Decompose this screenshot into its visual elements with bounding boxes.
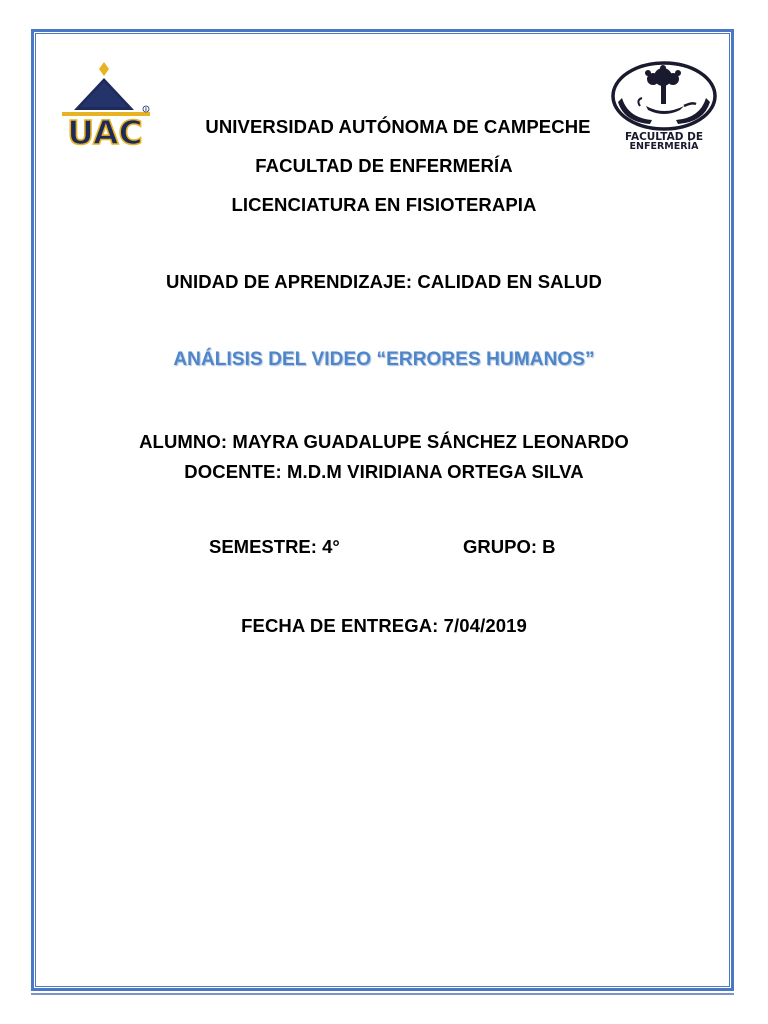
student-name: ALUMNO: MAYRA GUADALUPE SÁNCHEZ LEONARDO	[139, 431, 629, 452]
semester: SEMESTRE: 4°	[209, 536, 340, 557]
page-border-bottom-line	[31, 993, 734, 995]
faculty-name: FACULTAD DE ENFERMERÍA	[255, 155, 513, 176]
degree-name: LICENCIATURA EN FISIOTERAPIA	[231, 194, 537, 215]
document-title: ANÁLISIS DEL VIDEO “ERRORES HUMANOS”	[173, 349, 595, 370]
group: GRUPO: B	[463, 536, 556, 557]
course-unit: UNIDAD DE APRENDIZAJE: CALIDAD EN SALUD	[166, 271, 602, 292]
facultad-logo-text-line1: FACULTAD DE	[624, 131, 704, 143]
svg-text:R: R	[144, 107, 148, 112]
facultad-logo-text-line2: ENFERMERÍA	[629, 141, 699, 152]
delivery-date: FECHA DE ENTREGA: 7/04/2019	[241, 615, 527, 636]
facultad-enfermeria-logo	[608, 60, 724, 152]
teacher-name: DOCENTE: M.D.M VIRIDIANA ORTEGA SILVA	[184, 461, 584, 482]
facultad-logo-graphic	[608, 60, 724, 152]
uac-logo-text: UAC	[67, 113, 143, 150]
university-name: UNIVERSIDAD AUTÓNOMA DE CAMPECHE	[205, 116, 591, 137]
